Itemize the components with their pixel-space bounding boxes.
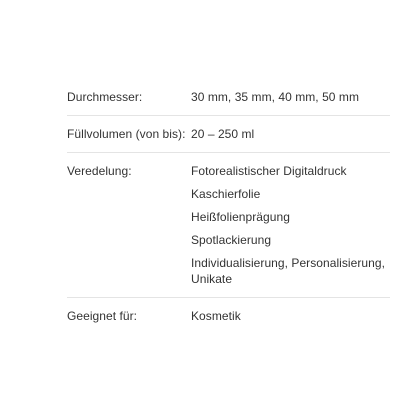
spec-value [191, 298, 390, 335]
spec-row-veredelung [67, 153, 390, 298]
spec-value [191, 79, 390, 116]
product-spec-table [67, 79, 390, 334]
spec-value-item: Spotlackierung [191, 233, 272, 247]
spec-row-durchmesser [67, 79, 390, 116]
spec-value-item: 30 mm, 35 mm, 40 mm, 50 mm [191, 90, 359, 104]
spec-value-item: Kosmetik [191, 309, 241, 323]
spec-row-geeignet-fuer [67, 298, 390, 335]
spec-label: Durchmesser: [67, 90, 143, 104]
spec-label: Geeignet für: [67, 309, 138, 323]
spec-value-item: 20 – 250 ml [191, 127, 255, 141]
spec-value [191, 116, 390, 153]
spec-value-item: Kaschierfolie [191, 187, 261, 201]
spec-value-item: Fotorealistischer Digitaldruck [191, 164, 347, 178]
spec-label: Füllvolumen (von bis): [67, 127, 186, 141]
spec-value [191, 153, 390, 298]
spec-label: Veredelung: [67, 164, 132, 178]
spec-value-item: Individualisierung, Personalisierung, Unikate [191, 256, 385, 286]
spec-row-fuellvolumen [67, 116, 390, 153]
spec-value-item: Heißfolienprägung [191, 210, 290, 224]
